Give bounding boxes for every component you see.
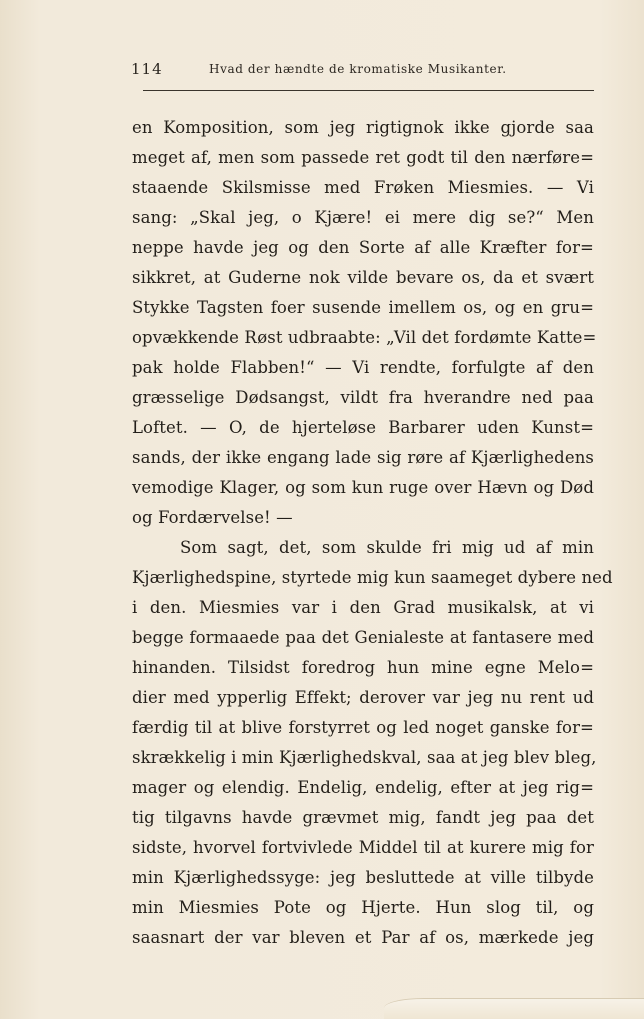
text-line: min Miesmies Pote og Hjerte. Hun slog til, og xyxy=(132,898,594,917)
text-line: hinanden. Tilsidst foredrog hun mine egne Melo= xyxy=(132,658,594,677)
text-line: i den. Miesmies var i den Grad musikalsk, at vi xyxy=(132,598,594,617)
page-corner-curl xyxy=(384,998,644,1019)
text-line: græsselige Dødsangst, vildt fra hverandre ned paa xyxy=(132,388,594,407)
text-line: en Komposition, som jeg rigtignok ikke gjorde saa xyxy=(132,118,594,137)
text-line: neppe havde jeg og den Sorte af alle Kræfter for= xyxy=(132,238,594,257)
text-line: sikkret, at Guderne nok vilde bevare os, da et svært xyxy=(132,268,594,287)
text-line: begge formaaede paa det Genialeste at fantasere med xyxy=(132,628,594,647)
text-line: dier med ypperlig Effekt; derover var jeg nu rent ud xyxy=(132,688,594,707)
running-head xyxy=(131,58,593,80)
text-line: min Kjærlighedssyge: jeg besluttede at ville tilbyde xyxy=(132,868,594,887)
paragraph-first-line: Som sagt, det, som skulde fri mig ud af min xyxy=(180,538,594,557)
text-line: sidste, hvorvel fortvivlede Middel til at kurere mig for xyxy=(132,838,594,857)
text-line: saasnart der var bleven et Par af os, mærkede jeg xyxy=(132,928,594,947)
text-line: Stykke Tagsten foer susende imellem os, og en gru= xyxy=(132,298,594,317)
text-line: sang: „Skal jeg, o Kjære! ei mere dig se?“ Men xyxy=(132,208,594,227)
text-line: Kjærlighedspine, styrtede mig kun saameget dybere ned xyxy=(132,568,613,587)
text-line: og Fordærvelse! — xyxy=(132,508,293,527)
text-line: pak holde Flabben!“ — Vi rendte, forfulgte af den xyxy=(132,358,594,377)
text-line: opvækkende Røst udbraabte: „Vil det fordømte Katte= xyxy=(132,328,597,347)
text-line: Loftet. — O, de hjerteløse Barbarer uden Kunst= xyxy=(132,418,594,437)
running-title: Hvad der hændte de kromatiske Musikanter. xyxy=(209,62,507,76)
text-line: staaende Skilsmisse med Frøken Miesmies. — Vi xyxy=(132,178,594,197)
text-line: færdig til at blive forstyrret og led noget ganske for= xyxy=(132,718,594,737)
text-line: sands, der ikke engang lade sig røre af Kjærlighedens xyxy=(132,448,594,467)
text-line: vemodige Klager, og som kun ruge over Hævn og Død xyxy=(132,478,594,497)
header-rule xyxy=(143,90,594,91)
page-number: 114 xyxy=(131,60,163,78)
text-line: skrækkelig i min Kjærlighedskval, saa at jeg blev bleg, xyxy=(132,748,597,767)
text-line: meget af, men som passede ret godt til den nærføre= xyxy=(132,148,594,167)
text-line: tig tilgavns havde grævmet mig, fandt jeg paa det xyxy=(132,808,594,827)
text-line: mager og elendig. Endelig, endelig, efter at jeg rig= xyxy=(132,778,594,797)
